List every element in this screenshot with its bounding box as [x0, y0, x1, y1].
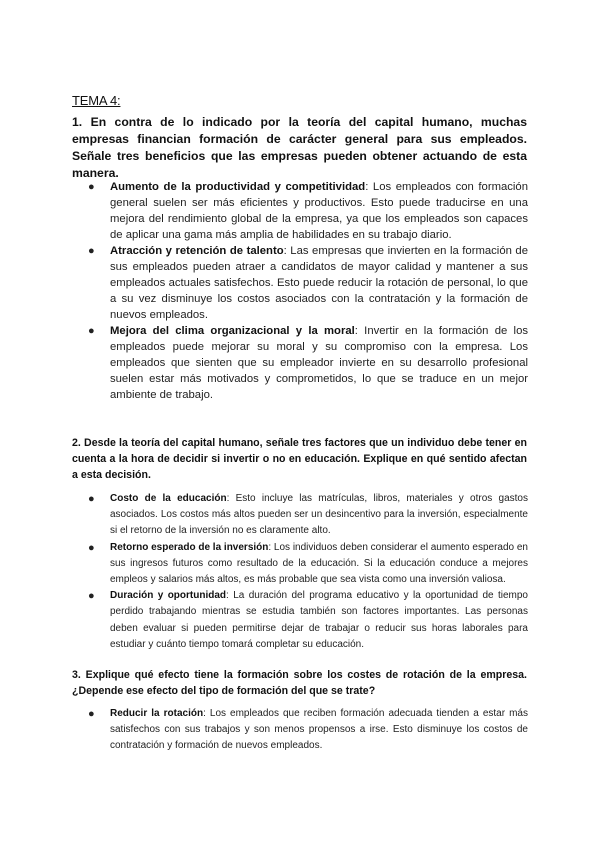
item-text: : Las empresas que invierten en la formación de sus empleados pueden atraer a candidatos de mayor calidad y mantener a sus empleados actuales satisfechos. Esto puede reducir la rotación de personal, lo que a su vez disminuye los costos asociados con la contratación y la formación de nuevos empleados.	[110, 245, 528, 321]
item-term: Duración y oportunidad	[110, 590, 227, 602]
question-3: 3. Explique qué efecto tiene la formación sobre los costes de rotación de la empresa. ¿Depende ese efecto del tipo de formación del que se trate?	[72, 669, 527, 697]
item-text: : Los empleados con formación general suelen ser más eficientes y productivos. Esto puede traducirse en una mejora del rendimiento global de la empresa, ya que los empleados son capaces de aplicar una gama más amplia de habilidades en su trabajo diario.	[110, 181, 528, 241]
list-item	[88, 179, 528, 243]
item-text: : Los empleados que reciben formación adecuada tienden a estar más satisfechos con sus trabajos y son menos propensos a irse. Esto disminuye los costos de contratación y formación de nuevos empleados.	[110, 708, 528, 751]
bullet-icon: ●	[88, 590, 95, 603]
item-term: Costo de la educación	[110, 493, 227, 504]
question-2: 2. Desde la teoría del capital humano, señale tres factores que un individuo debe tener en cuenta a la hora de decidir si invertir o no en educación. Explique en qué sentido afectan a esta decisión.	[72, 437, 527, 481]
item-text: : Invertir en la formación de los empleados puede mejorar su moral y su compromiso con la empresa. Los empleados que sienten que su empleador invierte en su desarrollo profesional suelen estar más motivados y comprometidos, lo que se traduce en un mejor ambiente de trabajo.	[110, 325, 528, 401]
bullet-icon: ●	[88, 245, 95, 257]
item-text: : La duración del programa educativo y la oportunidad de tiempo perdido trabajando mientras se estudia también son factores importantes. Las personas deben evaluar si pueden permitirse dejar de trabajar o reducir sus horas laborales para estudiar y cuánto tiempo tomará completar su educación.	[110, 590, 528, 650]
bullet-icon: ●	[88, 493, 95, 505]
bullet-icon: ●	[88, 541, 95, 554]
item-term: Mejora del clima organizacional y la moral	[110, 325, 355, 337]
bullet-icon: ●	[88, 325, 95, 337]
list-item	[88, 706, 528, 754]
item-term: Aumento de la productividad y competitividad	[110, 181, 366, 193]
answer-list-2	[88, 491, 528, 653]
item-text: : Los individuos deben considerar el aumento esperado en sus ingresos futuros como resultado de la educación. Si la educación conduce a mejores empleos y salarios más altos, es más probable que sea vista como una inversión valiosa.	[110, 541, 528, 586]
item-term: Reducir la rotación	[110, 708, 204, 719]
list-item	[88, 323, 528, 403]
answer-list-3	[88, 706, 528, 754]
list-item	[88, 243, 528, 323]
list-item	[88, 588, 528, 653]
bullet-icon: ●	[88, 708, 95, 720]
list-item	[88, 491, 528, 540]
bullet-icon: ●	[88, 181, 95, 193]
item-term: Atracción y retención de talento	[110, 245, 284, 257]
list-item	[88, 540, 528, 589]
question-1: 1. En contra de lo indicado por la teoría del capital humano, muchas empresas financian formación de carácter general para sus empleados. Señale tres beneficios que las empresas pueden obtener actuando de esta manera.	[72, 115, 527, 180]
answer-list-1	[88, 179, 528, 403]
item-text: : Esto incluye las matrículas, libros, materiales y otros gastos asociados. Los costos más altos pueden ser un desincentivo para la inversión, especialmente si el retorno de la inversión no es claramente alto.	[110, 493, 528, 537]
item-term: Retorno esperado de la inversión	[110, 541, 269, 553]
page-title: TEMA 4:	[72, 93, 121, 108]
